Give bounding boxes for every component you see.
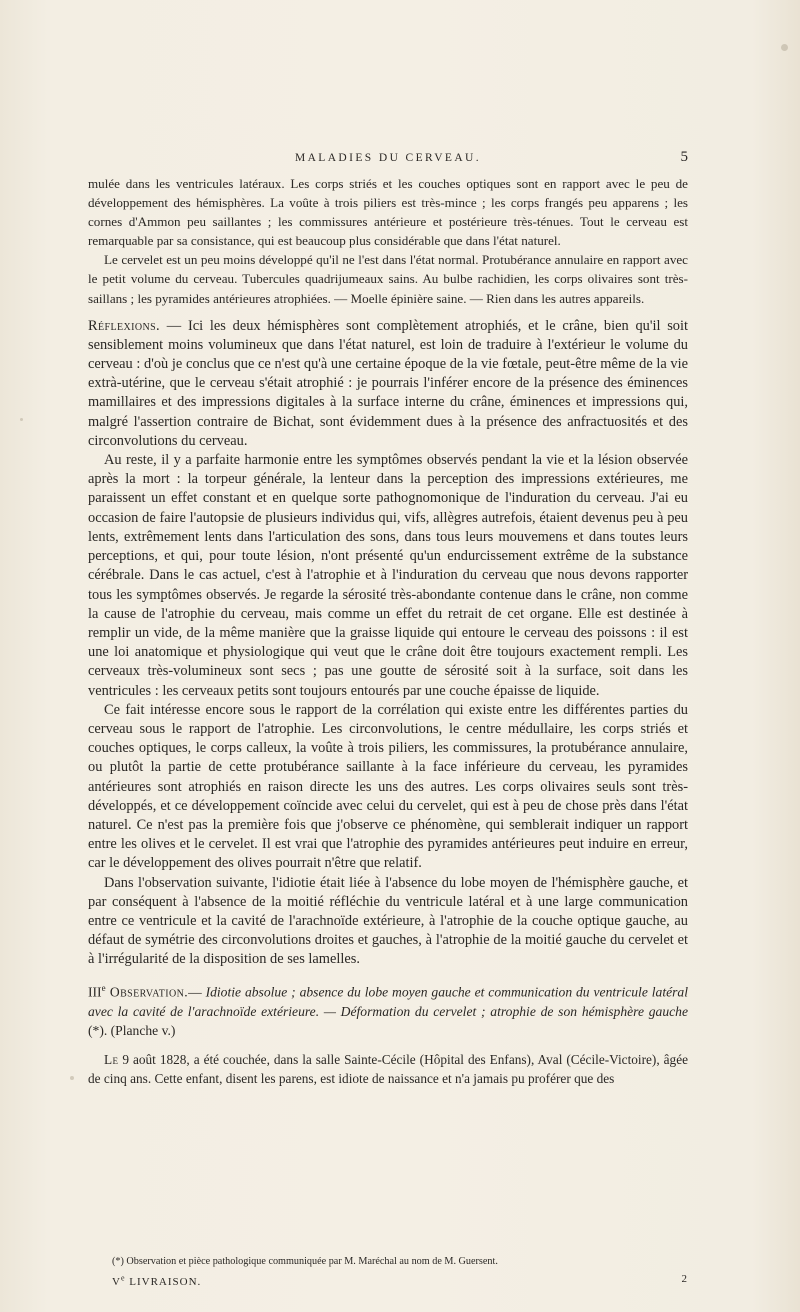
paragraph: Le cervelet est un peu moins développé qu'il ne l'est dans l'état normal. Protubérance annulaire en rapport avec le petit volume du cerveau. Tubercules quadrijumeaux sains. Au bulbe rachidien, les corps olivaires sont très-saillans ; les pyramides antérieures atrophiées. — Moelle épinière saine. — Rien dans les autres appareils. [88, 252, 688, 306]
final-lead: Le [104, 1051, 119, 1067]
body-text [88, 174, 688, 1089]
text-block-final [88, 1050, 688, 1089]
observation-title: Idiotie absolue ; absence du lobe moyen gauche et communication du ventricule latéral avec la cavité de l'arachnoïde extérieure. — Déformation du cervelet ; atrophie de son hémisphère gauche [88, 984, 689, 1019]
final-text: 9 août 1828, a été couchée, dans la salle Sainte-Cécile (Hôpital des Enfans), Aval (Cécile-Victoire), âgée de cinq ans. Cette enfant, disent les parens, est idiote de naissance et n'a jamais pu proférer que des [88, 1051, 688, 1087]
observation-heading: IIIe Observation.— Idiotie absolue ; absence du lobe moyen gauche et communication du ventricule latéral avec la cavité de l'arachnoïde extérieure. — Déformation du cervelet ; atrophie de son hémisphère gauche (*). (Planche v.) [88, 982, 689, 1039]
final-paragraph [88, 1050, 688, 1089]
page-number: 5 [680, 149, 688, 165]
text-block-top [88, 174, 688, 308]
running-title: MALADIES DU CERVEAU. [294, 152, 482, 164]
paragraph: Ce fait intéresse encore sous le rapport de la corrélation qui existe entre les différentes parties du cerveau sous le rapport de l'atrophie. Les circonvolutions, le centre médullaire, les corps striés et couches optiques, le corps calleux, la voûte à trois piliers, les commissures, la protubérance annulaire, ou plutôt la partie de cette protubérance saillante à la face inférieure du cerveau, les pyramides antérieures sont atrophiés en raison directe les uns des autres. Les corps olivaires seuls sont très-développés, et ce développement coïncide avec celui du cervelet, qui est à peu de chose près dans l'état naturel. Ce n'est pas la première fois que j'observe ce phénomène, qui semblerait indiquer un rapport entre les olives et le cervelet. Il est vrai que l'atrophie des pyramides antérieures peut induire en erreur, car le développement des olives pourrait n'être que relatif. [88, 701, 688, 872]
paragraph: mulée dans les ventricules latéraux. Les corps striés et les couches optiques sont en rapport avec le peu de développement des hémisphères. La voûte à trois piliers est très-mince ; les corps frangés peu apparens ; les cornes d'Ammon peu saillantes ; les commissures antérieure et postérieure très-ténues. Tout le cerveau est remarquable par sa consistance, qui est beaucoup plus considérable que dans l'état naturel. [88, 176, 688, 249]
reflexions-lead: Réflexions. [88, 317, 161, 334]
observation-numeral: III [88, 984, 102, 1000]
reflexions-paragraph [88, 317, 688, 451]
page-header [88, 151, 688, 169]
text-block-main [88, 317, 688, 970]
observation-lead: Observation. [105, 984, 189, 1000]
paragraph: Dans l'observation suivante, l'idiotie était liée à l'absence du lobe moyen de l'hémisphère gauche, et par conséquent à l'absence de la moitié réfléchie du ventricule latéral et à une large communication entre ce ventricule et la cavité de l'arachnoïde extérieure, à l'atrophie de la couche optique gauche, au défaut de symétrie des circonvolutions droites et gauches, à l'atrophie de la moitié gauche du cervelet et à l'irrégularité de la disposition de ses lamelles. [88, 874, 688, 968]
footnote: (*) Observation et pièce pathologique communiquée par M. Maréchal au nom de M. Guersent. [112, 1256, 498, 1267]
signature-left: Ve LIVRAISON. [112, 1273, 202, 1288]
reflexions-text: — Ici les deux hémisphères sont complètement atrophiés, et le crâne, bien qu'il soit sensiblement moins volumineux que dans l'état naturel, est loin de traduire à l'extérieur le volume du cerveau : d'où je conclus que ce n'est qu'à une certaine époque de la vie fœtale, peut-être même de la vie extrà-utérine, que le cerveau s'était atrophié : je pourrais l'inférer encore de la présence des éminences mamillaires et des impressions digitales à la surface interne du crâne, éminences et impressions qui, malgré l'assertion contraire de Bichat, sont évidemment dues à la présence des anfractuosités et des circonvolutions du cerveau. [88, 317, 688, 449]
signature-number: 2 [681, 1273, 688, 1285]
paragraph: Au reste, il y a parfaite harmonie entre les symptômes observés pendant la vie et la lésion observée après la mort : la torpeur générale, la lenteur dans la perception des impressions extérieures, me paraissent un effet constant et en quelque sorte pathognomonique de l'induration du cerveau. J'ai eu occasion de faire l'autopsie de plusieurs individus qui, vifs, allègres autrefois, étaient devenus peu à peu lents, extrêmement lents dans l'articulation des sons, dans tous leurs mouvemens et dans toutes leurs perceptions, et qui, pour toute lésion, n'ont présenté qu'un endurcissement extrême de la substance cérébrale. Dans le cas actuel, c'est à l'atrophie et à l'induration du cerveau que nous devons rapporter tous les symptômes observés. Je regarde la sérosité très-abondante contenue dans le crâne, non comme la cause de l'atrophie du cerveau, mais comme un effet du retrait de cet organe. Elle est destinée à remplir un vide, de la même manière que la graisse liquide qui entoure le cerveau des poissons : il est une loi anatomique et physiologique qui veut que le crâne doit être toujours exactement rempli. Les cerveaux très-volumineux sont secs ; pas une goutte de sérosité soit à la surface, soit dans les ventricules : les cerveaux petits sont toujours entourés par une couche épaisse de liquide. [88, 452, 688, 699]
signature-line [112, 1273, 688, 1289]
observation-tail: (*). (Planche v.) [88, 1023, 176, 1039]
